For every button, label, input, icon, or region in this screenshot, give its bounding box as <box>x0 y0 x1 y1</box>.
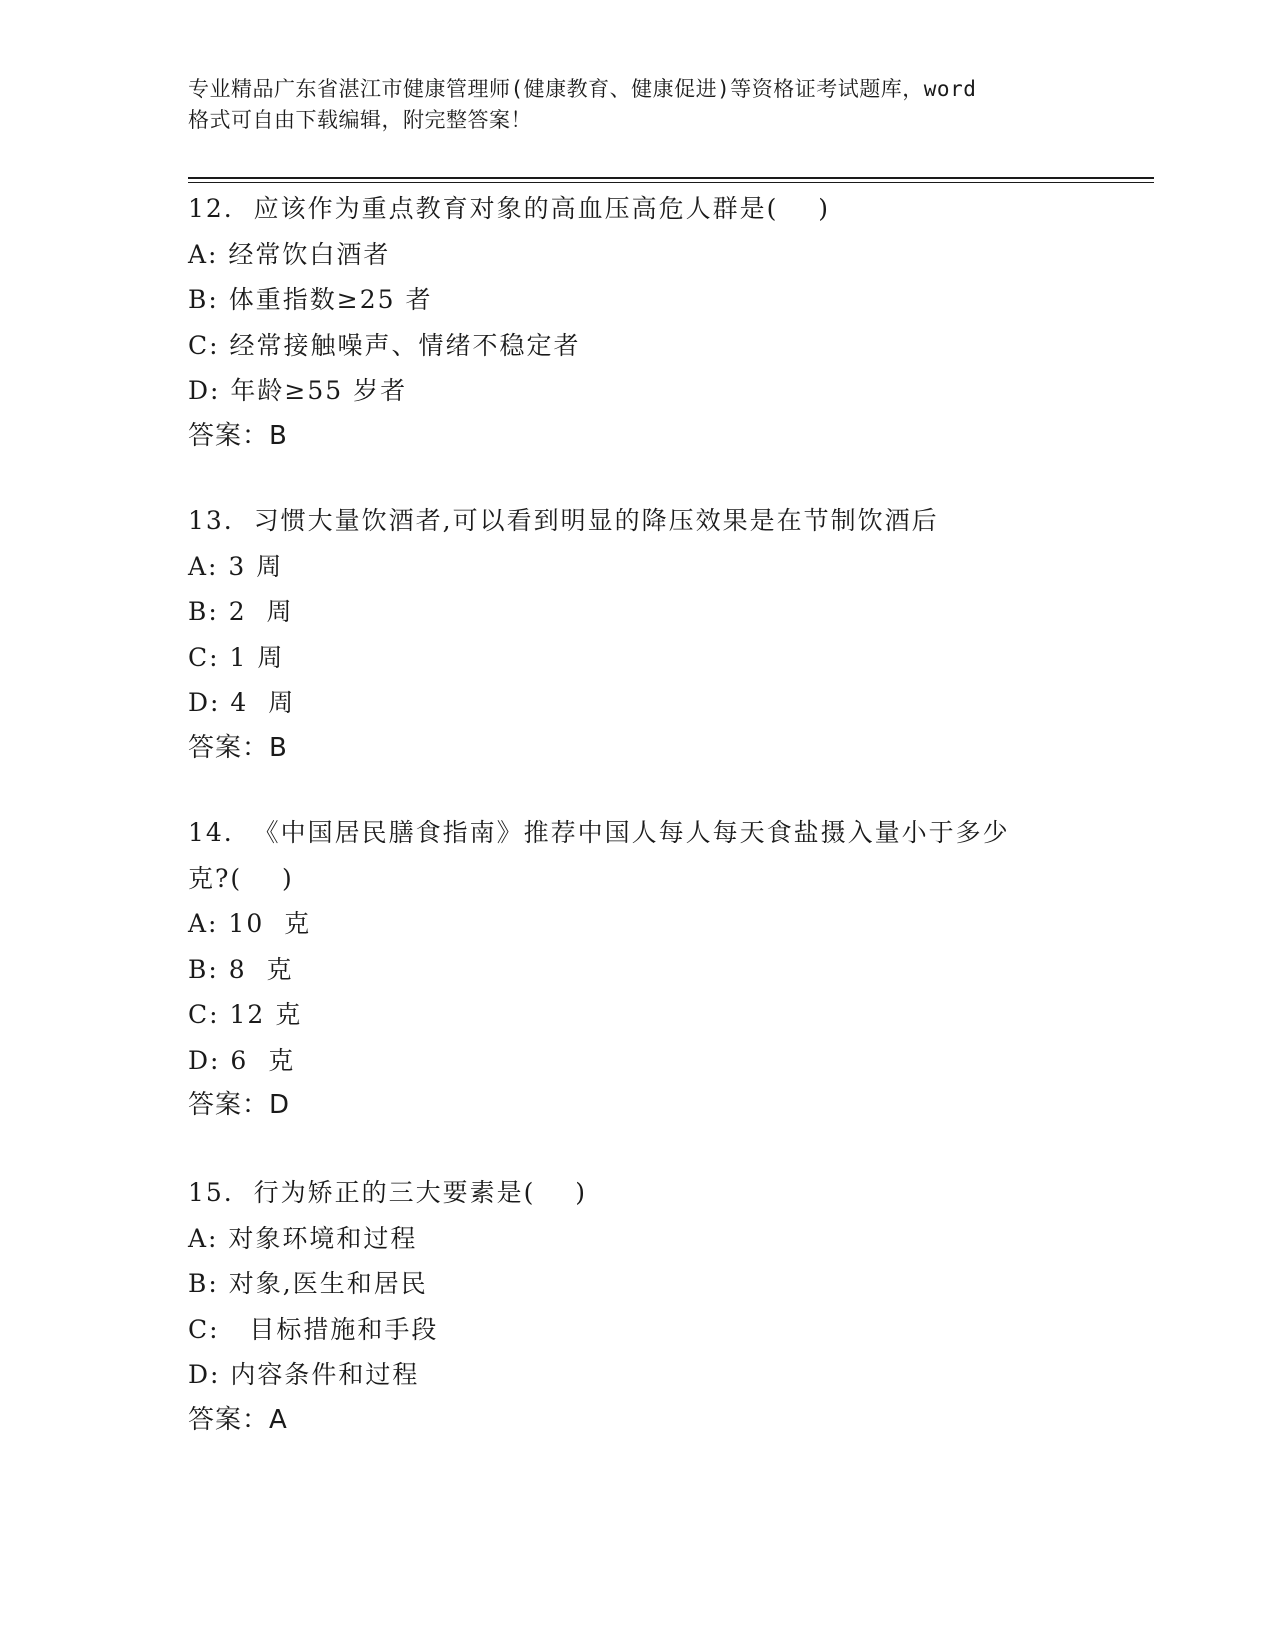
header-line-2: 格式可自由下载编辑，附完整答案！ <box>188 108 532 132</box>
question-stem: 13. 习惯大量饮酒者,可以看到明显的降压效果是在节制饮酒后 <box>188 506 939 535</box>
option-c: C: 经常接触噪声、情绪不稳定者 <box>188 330 581 360</box>
question-stem-continued: 克?( ) <box>188 863 294 893</box>
option-c: C: 目标措施和手段 <box>188 1314 439 1344</box>
option-a: A: 对象环境和过程 <box>188 1223 418 1253</box>
option-d: D: 内容条件和过程 <box>188 1360 420 1389</box>
option-a: A: 10 克 <box>188 909 312 938</box>
question-15 <box>188 1170 1088 1443</box>
option-a: A: 3 周 <box>188 551 284 581</box>
header-line-1: 专业精品广东省湛江市健康管理师(健康教育、健康促进)等资格证考试题库，word <box>188 77 977 101</box>
question-stem: 15. 行为矫正的三大要素是( ) <box>188 1178 587 1207</box>
option-c: C: 1 周 <box>188 642 285 672</box>
header-divider-thin <box>188 182 1154 183</box>
question-stem: 12. 应该作为重点教育对象的高血压高危人群是( ) <box>188 194 830 223</box>
question-13 <box>188 498 1088 771</box>
answer-label: 答案：D <box>188 1090 291 1120</box>
option-a: A: 经常饮白酒者 <box>188 239 391 269</box>
answer-label: 答案：B <box>188 420 288 451</box>
option-d: D: 年龄≥55 岁者 <box>188 376 408 405</box>
header-divider-thick <box>188 177 1154 179</box>
question-14 <box>188 810 1088 1129</box>
answer-label: 答案：A <box>188 1404 288 1435</box>
option-c: C: 12 克 <box>188 1000 303 1029</box>
question-12 <box>188 186 1088 459</box>
option-b: B: 体重指数≥25 者 <box>188 285 433 314</box>
option-b: B: 2 周 <box>188 597 294 626</box>
document-header <box>188 74 1088 136</box>
option-d: D: 6 克 <box>188 1045 296 1075</box>
option-b: B: 对象,医生和居民 <box>188 1269 428 1298</box>
answer-label: 答案：B <box>188 732 288 763</box>
question-stem: 14. 《中国居民膳食指南》推荐中国人每人每天食盐摄入量小于多少 <box>188 818 1010 847</box>
option-b: B: 8 克 <box>188 954 294 984</box>
option-d: D: 4 周 <box>188 688 296 717</box>
